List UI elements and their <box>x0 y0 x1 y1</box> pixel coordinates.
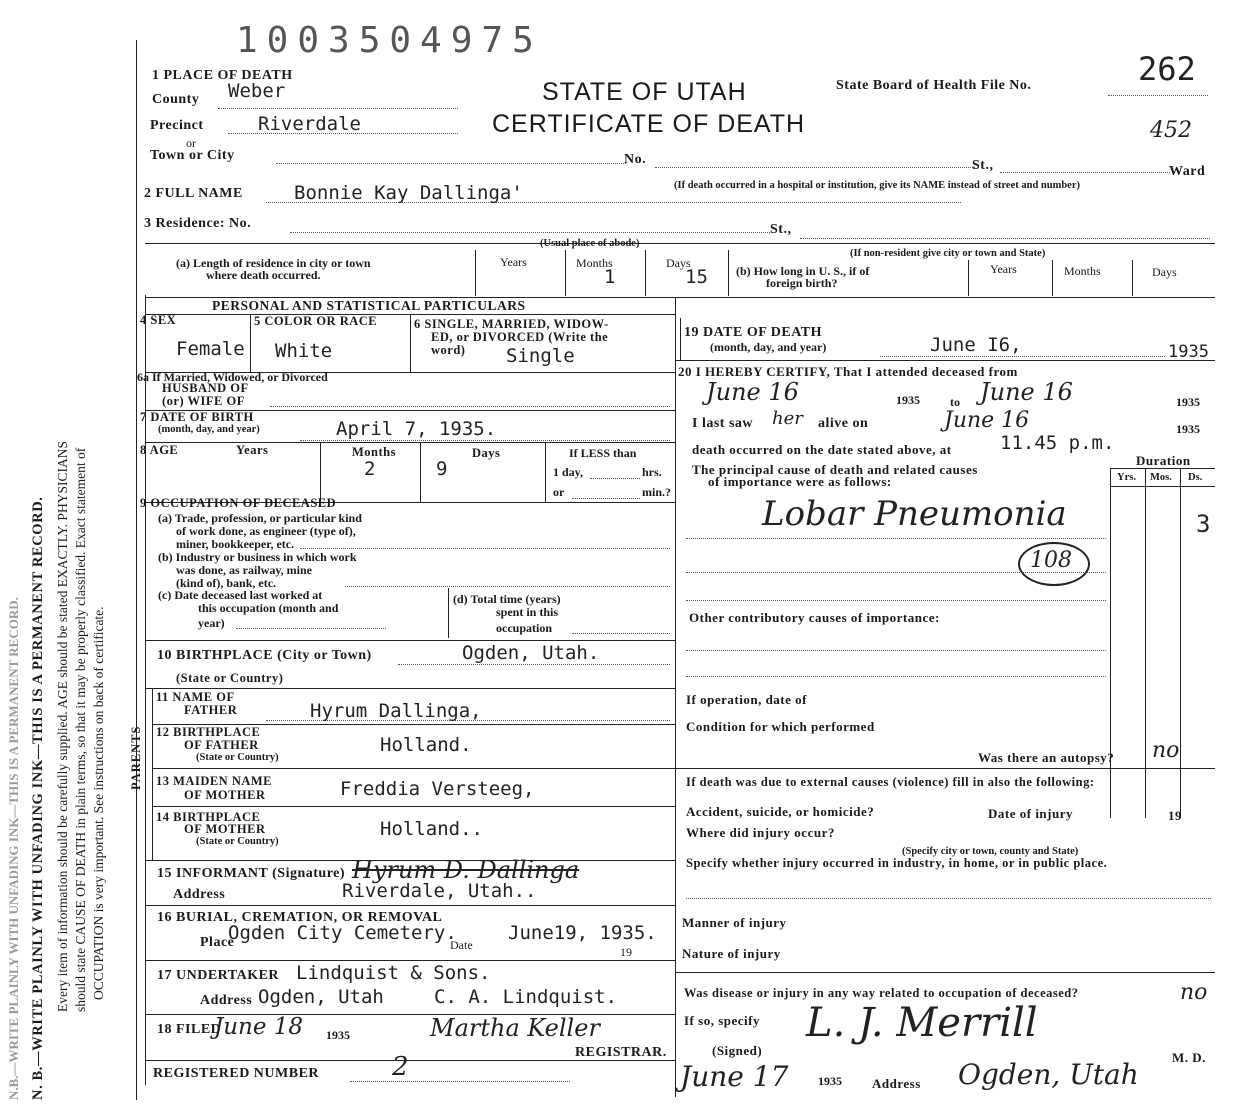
us-days-label: Days <box>1152 265 1177 279</box>
cause-value: Lobar Pneumonia <box>762 494 1067 534</box>
duration-label: Duration <box>1136 453 1191 468</box>
mother-label-2: OF MOTHER <box>184 788 266 802</box>
undertaker-value: Lindquist & Sons. <box>296 962 491 984</box>
serial-number: 1003504975 <box>236 20 543 61</box>
county-value: Weber <box>228 80 286 102</box>
age-months-label: Months <box>352 445 396 459</box>
cause-days: 3 <box>1196 510 1211 538</box>
state-title: STATE OF UTAH <box>542 78 747 106</box>
mother-label-1: 13 MAIDEN NAME <box>156 774 273 788</box>
hospital-note: (If death occurred in a hospital or institution, give its NAME instead of street and number) <box>674 180 1081 191</box>
marital-label-3: word) <box>431 343 466 357</box>
us-months-label: Months <box>1064 264 1101 278</box>
margin-note-2: Every item of information should be carefully supplied. AGE should be stated EXACTLY. PHYSICIANS <box>55 441 70 1012</box>
autopsy-label: Was there an autopsy? <box>978 750 1115 765</box>
usual-abode-note: (Usual place of abode) <box>540 238 640 249</box>
physician-address: Ogden, Utah <box>958 1058 1139 1091</box>
father-label-2: FATHER <box>184 703 238 717</box>
occ-b-3: (kind of), bank, etc. <box>176 576 277 590</box>
father-birthplace-value: Holland. <box>380 734 472 756</box>
parents-label: PARENTS <box>129 725 143 790</box>
ds-label: Ds. <box>1188 472 1203 483</box>
age-days-label: Days <box>472 446 501 460</box>
burial-date-label: Date <box>450 938 473 952</box>
sex-value: Female <box>176 338 245 360</box>
us-years-label: Years <box>990 262 1017 276</box>
age-days-value: 9 <box>436 458 448 480</box>
age-years-label: Years <box>236 443 269 457</box>
min-label: min.? <box>642 485 672 499</box>
attended-to-label: to <box>950 395 960 409</box>
residence-months-label: Months <box>576 256 613 270</box>
residence-days-label: Days <box>666 256 691 270</box>
margin-note-4: OCCUPATION is very important. See instructions on back of certificate. <box>91 606 106 1000</box>
certificate-title: CERTIFICATE OF DEATH <box>492 110 806 138</box>
last-saw-year: 1935 <box>1176 422 1200 436</box>
external-causes-label: If death was due to external causes (violence) fill in also the following: <box>686 775 1095 789</box>
residence-years-label: Years <box>500 255 527 269</box>
filed-date: June 18 <box>214 1014 304 1040</box>
marital-label-1: 6 SINGLE, MARRIED, WIDOW- <box>414 317 609 331</box>
margin-note-main: N. B.—WRITE PLAINLY WITH UNFADING INK—THIS IS A PERMANENT RECORD. <box>30 496 46 1100</box>
occ-b-2: was done, as railway, mine <box>176 563 313 577</box>
mother-birthplace-value: Holland.. <box>380 818 483 840</box>
where-injury-note: (Specify city or town, county and State) <box>902 846 1079 857</box>
undertaker-agent: C. A. Lindquist. <box>434 986 618 1008</box>
informant-address-label: Address <box>173 887 226 902</box>
cause-code: 108 <box>1030 548 1072 573</box>
if-so-label: If so, specify <box>684 1013 760 1028</box>
father-label-1: 11 NAME OF <box>156 690 235 704</box>
undertaker-address-label: Address <box>200 993 253 1008</box>
precinct-value: Riverdale <box>258 113 361 135</box>
dod-label-2: (month, day, and year) <box>710 340 827 354</box>
file-number: 262 <box>1138 50 1196 88</box>
st-label: St., <box>972 158 994 173</box>
signed-label: (Signed) <box>712 1043 763 1058</box>
occ-d-1: (d) Total time (years) <box>453 592 561 606</box>
color-value: White <box>275 340 333 362</box>
father-value: Hyrum Dallinga, <box>310 700 482 722</box>
or-min-label: or <box>553 485 565 499</box>
dod-value: June I6, <box>930 334 1022 356</box>
burial-date-value: June19, 1935. <box>508 922 657 944</box>
registered-number-value: 2 <box>392 1052 409 1082</box>
precinct-label: Precinct <box>150 118 204 133</box>
certify-label: 20 I HEREBY CERTIFY, That I attended deceased from <box>678 364 1018 379</box>
undertaker-label: 17 UNDERTAKER <box>157 968 280 983</box>
occ-d-2: spent in this <box>496 605 559 619</box>
length-label-2: where death occurred. <box>206 268 321 282</box>
no-label: No. <box>624 152 647 167</box>
yrs-label: Yrs. <box>1117 472 1136 483</box>
color-label: 5 COLOR OR RACE <box>254 314 378 328</box>
father-birth-label-3: (State or Country) <box>196 752 279 763</box>
physician-address-label: Address <box>872 1076 921 1091</box>
spouse-label-1: 6a If Married, Widowed, or Divorced <box>137 370 328 384</box>
residence-st-label: St., <box>770 222 792 237</box>
condition-label: Condition for which performed <box>686 719 875 734</box>
occ-c-2: this occupation (month and <box>198 601 339 615</box>
occ-c-1: (c) Date deceased last worked at <box>158 588 323 602</box>
dod-year: 1935 <box>1168 342 1209 362</box>
signed-year: 1935 <box>818 1074 842 1088</box>
us-label-2: foreign birth? <box>766 276 838 290</box>
margin-note-3: should state CAUSE OF DEATH in plain terms, so that it may be properly classified. Exact statement of <box>73 447 88 1012</box>
one-day-label: 1 day, <box>553 465 584 479</box>
file-no-label: State Board of Health File No. <box>836 78 1032 93</box>
mother-birth-label-1: 14 BIRTHPLACE <box>156 810 261 824</box>
occupation-related-value: no <box>1180 980 1208 1005</box>
burial-label: 16 BURIAL, CREMATION, OR REMOVAL <box>157 910 443 925</box>
undertaker-address-value: Ogden, Utah <box>258 986 384 1008</box>
burial-place-label: Place <box>200 935 235 950</box>
occ-c-3: year) <box>198 616 225 630</box>
attended-to: June 16 <box>980 378 1073 406</box>
operation-label: If operation, date of <box>686 692 807 707</box>
death-time-value: 11.45 p.m. <box>1000 432 1115 454</box>
registrar-signature: Martha Keller <box>430 1014 600 1042</box>
margin-note-faded: N.B.—WRITE PLAINLY WITH UNFADING INK—THIS IS A PERMANENT RECORD. <box>6 597 21 1100</box>
manner-label: Manner of injury <box>682 915 787 930</box>
local-number: 452 <box>1150 118 1192 143</box>
physician-signature: L. J. Merrill <box>806 1000 1038 1046</box>
father-birth-label-1: 12 BIRTHPLACE <box>156 725 261 739</box>
sex-label: 4 SEX <box>140 313 177 327</box>
last-saw-pronoun: her <box>772 408 803 429</box>
residence-days-value: 15 <box>685 266 708 288</box>
personal-heading: PERSONAL AND STATISTICAL PARTICULARS <box>212 298 526 313</box>
birthplace-value: Ogden, Utah. <box>462 642 600 664</box>
county-label: County <box>152 92 200 107</box>
death-time-label: death occurred on the date stated above, at <box>692 442 952 457</box>
where-injury-label: Where did injury occur? <box>686 825 835 840</box>
town-label: Town or City <box>150 148 235 163</box>
place-of-death-label: 1 PLACE OF DEATH <box>152 68 293 83</box>
mos-label: Mos. <box>1150 472 1172 483</box>
marital-label-2: ED, or DIVORCED (Write the <box>431 330 609 344</box>
injury-year-label: 19 <box>1168 808 1182 823</box>
specify-injury-label: Specify whether injury occurred in industry, in home, or in public place. <box>686 856 1108 870</box>
residence-label: 3 Residence: No. <box>144 216 252 231</box>
cause-label-2: of importance were as follows: <box>708 474 892 489</box>
filed-label: 18 FILED <box>157 1022 222 1037</box>
informant-address-value: Riverdale, Utah.. <box>342 880 537 902</box>
mother-birth-label-2: OF MOTHER <box>184 822 266 836</box>
mother-birth-label-3: (State or Country) <box>196 836 279 847</box>
accident-label: Accident, suicide, or homicide? <box>686 804 875 819</box>
occ-b-1: (b) Industry or business in which work <box>158 550 357 564</box>
dob-label-1: 7 DATE OF BIRTH <box>140 410 254 424</box>
length-label-1: (a) Length of residence in city or town <box>176 256 371 270</box>
injury-date-label: Date of injury <box>988 806 1073 821</box>
informant-signature: Hyrum D. Dallinga <box>352 856 580 884</box>
spouse-label-2: HUSBAND OF <box>162 381 249 395</box>
hrs-label: hrs. <box>642 465 662 479</box>
other-causes-label: Other contributory causes of importance: <box>689 610 940 625</box>
marital-value: Single <box>506 345 575 367</box>
attended-to-year: 1935 <box>1176 395 1200 409</box>
ward-label: Ward <box>1169 164 1206 179</box>
spouse-label-3: (or) WIFE OF <box>162 394 245 408</box>
occ-a-2: of work done, as engineer (type of), <box>176 524 356 538</box>
birthplace-label: 10 BIRTHPLACE (City or Town) <box>157 648 372 663</box>
occ-d-3: occupation <box>496 621 553 635</box>
full-name-value: Bonnie Kay Dallinga' <box>294 182 523 204</box>
attended-from-year: 1935 <box>896 393 920 407</box>
father-birth-label-2: OF FATHER <box>184 738 259 752</box>
signed-date: June 17 <box>680 1060 789 1093</box>
alive-on-label: alive on <box>818 416 869 431</box>
autopsy-value: no <box>1152 738 1180 763</box>
cause-label-1: The principal cause of death and related causes <box>692 462 978 477</box>
non-resident-note: (If non-resident give city or town and State) <box>850 248 1046 259</box>
burial-place-value: Ogden City Cemetery. <box>228 922 457 944</box>
birthplace-state-label: (State or Country) <box>176 671 284 685</box>
full-name-label: 2 FULL NAME <box>144 186 243 201</box>
mother-value: Freddia Versteeg, <box>340 778 535 800</box>
residence-months-value: 1 <box>604 266 616 288</box>
attended-from: June 16 <box>706 378 799 406</box>
filed-year: 1935 <box>326 1028 350 1042</box>
age-months-value: 2 <box>364 458 376 480</box>
registrar-label: REGISTRAR. <box>575 1045 667 1060</box>
occupation-label: 9 OCCUPATION OF DECEASED <box>140 496 337 510</box>
dob-label-2: (month, day, and year) <box>158 424 260 435</box>
md-label: M. D. <box>1172 1050 1206 1065</box>
age-label: 8 AGE <box>140 443 179 457</box>
last-saw-date: June 16 <box>944 408 1030 433</box>
or-label: or <box>186 136 196 150</box>
burial-year-prefix: 19 <box>620 945 632 959</box>
dod-label-1: 19 DATE OF DEATH <box>684 325 823 340</box>
less-than-label: If LESS than <box>569 446 637 460</box>
informant-label: 15 INFORMANT (Signature) <box>157 866 346 881</box>
occ-a-1: (a) Trade, profession, or particular kind <box>158 511 362 525</box>
nature-label: Nature of injury <box>682 946 781 961</box>
us-label-1: (b) How long in U. S., if of <box>736 264 870 278</box>
occ-a-3: miner, bookkeeper, etc. <box>176 537 295 551</box>
occupation-related-label: Was disease or injury in any way related to occupation of deceased? <box>684 986 1079 1000</box>
last-saw-label: I last saw <box>692 416 754 431</box>
registered-number-label: REGISTERED NUMBER <box>153 1066 320 1081</box>
dob-value: April 7, 1935. <box>336 418 497 440</box>
